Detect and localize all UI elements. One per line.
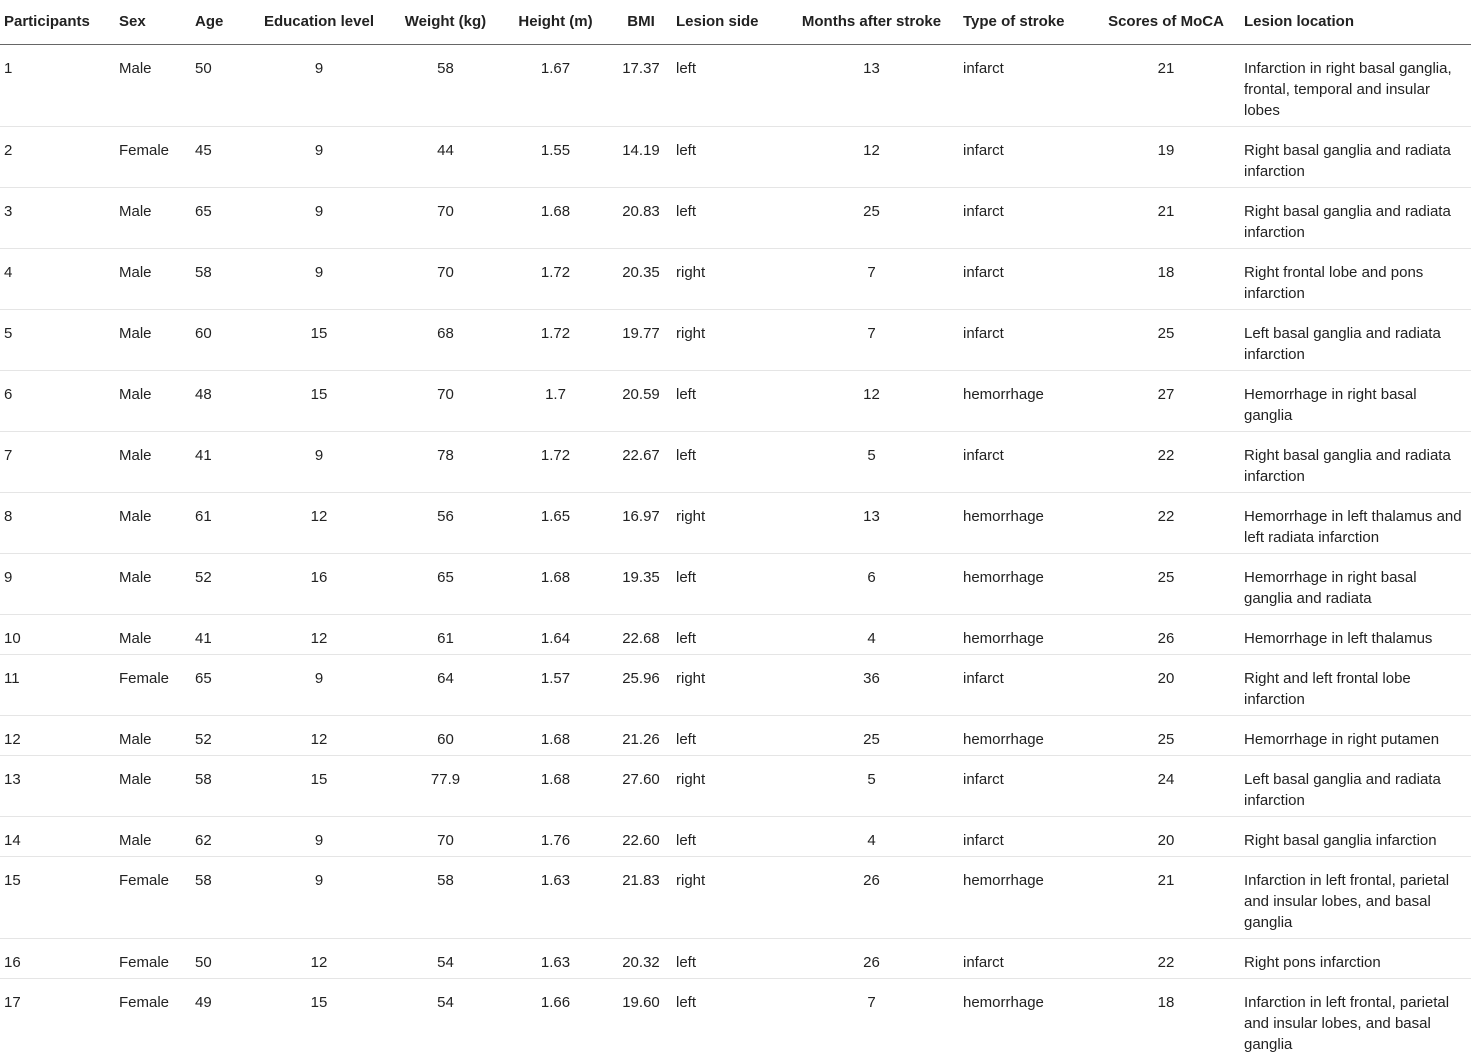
cell-lesion-location: Right basal ganglia and radiata infarction — [1244, 202, 1451, 241]
cell-lesion-side: left — [676, 568, 697, 586]
cell-weight: 70 — [437, 385, 454, 403]
cell-lesion-location: Right pons infarction — [1244, 953, 1381, 971]
cell-education-level: 15 — [310, 770, 328, 788]
cell-type-of-stroke: infarct — [963, 953, 1004, 971]
cell-moca-score: 24 — [1157, 770, 1175, 788]
cell-education-level: 9 — [314, 141, 324, 159]
cell-bmi: 19.77 — [622, 324, 660, 342]
cell-moca-score: 21 — [1157, 871, 1175, 889]
cell-months-after-stroke: 6 — [867, 568, 876, 586]
cell-type-of-stroke: infarct — [963, 59, 1004, 77]
cell-age: 52 — [195, 730, 212, 748]
cell-weight: 65 — [437, 568, 454, 586]
cell-sex: Male — [119, 507, 152, 525]
cell-weight: 58 — [437, 871, 454, 889]
table-row — [0, 816, 1471, 856]
cell-weight: 54 — [437, 993, 454, 1011]
cell-bmi: 25.96 — [622, 669, 660, 687]
cell-months-after-stroke: 7 — [867, 324, 876, 342]
cell-type-of-stroke: infarct — [963, 202, 1004, 220]
cell-weight: 58 — [437, 59, 454, 77]
cell-participant: 6 — [4, 385, 13, 403]
header-row — [0, 0, 1471, 44]
cell-type-of-stroke: infarct — [963, 324, 1004, 342]
cell-sex: Female — [119, 669, 170, 687]
cell-lesion-location: Right basal ganglia and radiata infarction — [1244, 446, 1451, 485]
cell-education-level: 9 — [314, 59, 324, 77]
cell-age: 58 — [195, 871, 212, 889]
cell-education-level: 9 — [314, 831, 324, 849]
cell-lesion-side: right — [676, 507, 706, 525]
table-row — [0, 553, 1471, 614]
cell-moca-score: 22 — [1157, 446, 1175, 464]
cell-height: 1.68 — [540, 568, 571, 586]
cell-age: 65 — [195, 202, 212, 220]
cell-lesion-location: Infarction in left frontal, parietal and insular lobes, and basal ganglia — [1244, 993, 1450, 1053]
cell-education-level: 9 — [314, 669, 324, 687]
cell-height: 1.63 — [540, 871, 571, 889]
cell-lesion-side: left — [676, 730, 697, 748]
col-participants: Participants — [0, 0, 115, 44]
cell-weight: 68 — [437, 324, 454, 342]
cell-sex: Male — [119, 770, 152, 788]
cell-weight: 70 — [437, 831, 454, 849]
col-education-level: Education level — [248, 0, 390, 44]
cell-lesion-location: Hemorrhage in right basal ganglia — [1244, 385, 1417, 424]
cell-type-of-stroke: infarct — [963, 831, 1004, 849]
cell-months-after-stroke: 5 — [867, 770, 876, 788]
cell-education-level: 12 — [310, 730, 328, 748]
cell-lesion-side: left — [676, 202, 697, 220]
cell-participant: 5 — [4, 324, 13, 342]
cell-participant: 15 — [4, 871, 21, 889]
cell-age: 61 — [195, 507, 212, 525]
cell-participant: 3 — [4, 202, 13, 220]
cell-lesion-location: Hemorrhage in right putamen — [1244, 730, 1440, 748]
col-bmi: BMI — [610, 0, 672, 44]
cell-moca-score: 20 — [1157, 669, 1175, 687]
cell-height: 1.68 — [540, 730, 571, 748]
col-age: Age — [191, 0, 248, 44]
cell-weight: 54 — [437, 953, 454, 971]
cell-type-of-stroke: infarct — [963, 141, 1004, 159]
cell-sex: Male — [119, 263, 152, 281]
cell-education-level: 9 — [314, 446, 324, 464]
cell-months-after-stroke: 13 — [863, 507, 880, 525]
cell-moca-score: 19 — [1157, 141, 1175, 159]
cell-bmi: 16.97 — [622, 507, 660, 525]
cell-months-after-stroke: 25 — [863, 202, 880, 220]
cell-sex: Male — [119, 629, 152, 647]
cell-participant: 7 — [4, 446, 13, 464]
cell-bmi: 22.68 — [622, 629, 660, 647]
cell-type-of-stroke: hemorrhage — [963, 730, 1044, 748]
cell-months-after-stroke: 4 — [867, 831, 876, 849]
cell-type-of-stroke: hemorrhage — [963, 871, 1044, 889]
table-row — [0, 978, 1471, 1060]
cell-months-after-stroke: 26 — [863, 871, 880, 889]
cell-months-after-stroke: 36 — [863, 669, 880, 687]
table-body — [0, 44, 1471, 1060]
cell-type-of-stroke: hemorrhage — [963, 568, 1044, 586]
cell-lesion-side: left — [676, 59, 697, 77]
cell-months-after-stroke: 5 — [867, 446, 876, 464]
cell-weight: 77.9 — [430, 770, 461, 788]
col-lesion-location: Lesion location — [1240, 0, 1471, 44]
cell-moca-score: 25 — [1157, 730, 1175, 748]
cell-height: 1.67 — [540, 59, 571, 77]
cell-lesion-location: Hemorrhage in left thalamus and left radiata infarction — [1244, 507, 1462, 546]
cell-lesion-side: right — [676, 669, 706, 687]
cell-height: 1.76 — [540, 831, 571, 849]
cell-lesion-location: Infarction in left frontal, parietal and insular lobes, and basal ganglia — [1244, 871, 1450, 931]
cell-age: 58 — [195, 263, 212, 281]
cell-age: 60 — [195, 324, 212, 342]
cell-age: 62 — [195, 831, 212, 849]
cell-education-level: 9 — [314, 871, 324, 889]
cell-height: 1.72 — [540, 324, 571, 342]
cell-sex: Male — [119, 568, 152, 586]
cell-height: 1.7 — [545, 385, 566, 403]
cell-participant: 10 — [4, 629, 21, 647]
col-weight: Weight (kg) — [390, 0, 501, 44]
cell-bmi: 14.19 — [622, 141, 660, 159]
table-row — [0, 614, 1471, 654]
col-moca-score: Scores of MoCA — [1092, 0, 1240, 44]
cell-education-level: 16 — [310, 568, 328, 586]
cell-education-level: 12 — [310, 507, 328, 525]
cell-moca-score: 18 — [1157, 263, 1175, 281]
table-row — [0, 44, 1471, 126]
cell-age: 48 — [195, 385, 212, 403]
cell-height: 1.64 — [540, 629, 571, 647]
cell-months-after-stroke: 13 — [863, 59, 880, 77]
cell-lesion-side: left — [676, 629, 697, 647]
cell-lesion-side: right — [676, 324, 706, 342]
cell-lesion-location: Right basal ganglia infarction — [1244, 831, 1437, 849]
cell-lesion-location: Infarction in right basal ganglia, frontal, temporal and insular lobes — [1244, 59, 1452, 119]
cell-lesion-side: right — [676, 871, 706, 889]
cell-lesion-location: Left basal ganglia and radiata infarction — [1244, 324, 1441, 363]
cell-lesion-side: left — [676, 141, 697, 159]
cell-weight: 44 — [437, 141, 454, 159]
table-row — [0, 715, 1471, 755]
cell-age: 52 — [195, 568, 212, 586]
cell-months-after-stroke: 7 — [867, 993, 876, 1011]
cell-sex: Male — [119, 730, 152, 748]
cell-moca-score: 22 — [1157, 953, 1175, 971]
cell-participant: 4 — [4, 263, 13, 281]
col-type-of-stroke: Type of stroke — [959, 0, 1092, 44]
cell-lesion-side: left — [676, 831, 697, 849]
cell-moca-score: 26 — [1157, 629, 1175, 647]
cell-months-after-stroke: 4 — [867, 629, 876, 647]
cell-participant: 12 — [4, 730, 21, 748]
table-row — [0, 187, 1471, 248]
cell-months-after-stroke: 12 — [863, 385, 880, 403]
cell-bmi: 19.60 — [622, 993, 660, 1011]
cell-sex: Male — [119, 831, 152, 849]
cell-lesion-side: right — [676, 770, 706, 788]
cell-participant: 8 — [4, 507, 13, 525]
cell-age: 45 — [195, 141, 212, 159]
cell-bmi: 27.60 — [622, 770, 660, 788]
cell-lesion-side: left — [676, 446, 697, 464]
cell-age: 50 — [195, 59, 212, 77]
cell-moca-score: 22 — [1157, 507, 1175, 525]
cell-weight: 64 — [437, 669, 454, 687]
cell-height: 1.57 — [540, 669, 571, 687]
cell-bmi: 20.35 — [622, 263, 660, 281]
cell-age: 50 — [195, 953, 212, 971]
cell-moca-score: 21 — [1157, 202, 1175, 220]
cell-lesion-side: left — [676, 953, 697, 971]
table-row — [0, 370, 1471, 431]
cell-type-of-stroke: hemorrhage — [963, 993, 1044, 1011]
cell-lesion-location: Hemorrhage in left thalamus — [1244, 629, 1433, 647]
cell-moca-score: 27 — [1157, 385, 1175, 403]
table-row — [0, 856, 1471, 938]
cell-bmi: 19.35 — [622, 568, 660, 586]
cell-sex: Female — [119, 953, 170, 971]
cell-height: 1.63 — [540, 953, 571, 971]
cell-sex: Female — [119, 993, 170, 1011]
cell-height: 1.72 — [540, 446, 571, 464]
cell-education-level: 15 — [310, 385, 328, 403]
cell-participant: 1 — [4, 59, 13, 77]
cell-type-of-stroke: infarct — [963, 446, 1004, 464]
cell-moca-score: 25 — [1157, 324, 1175, 342]
cell-bmi: 21.26 — [622, 730, 660, 748]
cell-lesion-location: Right frontal lobe and pons infarction — [1244, 263, 1424, 302]
table-row — [0, 755, 1471, 816]
col-height: Height (m) — [501, 0, 610, 44]
cell-weight: 61 — [437, 629, 454, 647]
cell-bmi: 20.32 — [622, 953, 660, 971]
cell-lesion-side: left — [676, 993, 697, 1011]
cell-height: 1.65 — [540, 507, 571, 525]
cell-age: 41 — [195, 446, 212, 464]
cell-moca-score: 25 — [1157, 568, 1175, 586]
cell-weight: 70 — [437, 263, 454, 281]
cell-height: 1.55 — [540, 141, 571, 159]
table-row — [0, 248, 1471, 309]
cell-type-of-stroke: hemorrhage — [963, 629, 1044, 647]
cell-bmi: 22.60 — [622, 831, 660, 849]
table-row — [0, 938, 1471, 978]
cell-participant: 11 — [4, 669, 20, 687]
cell-lesion-location: Right basal ganglia and radiata infarction — [1244, 141, 1451, 180]
cell-age: 65 — [195, 669, 212, 687]
cell-type-of-stroke: infarct — [963, 770, 1004, 788]
cell-age: 49 — [195, 993, 212, 1011]
cell-height: 1.66 — [540, 993, 571, 1011]
col-lesion-side: Lesion side — [672, 0, 784, 44]
cell-education-level: 15 — [310, 993, 328, 1011]
col-sex: Sex — [115, 0, 191, 44]
cell-weight: 60 — [437, 730, 454, 748]
cell-age: 41 — [195, 629, 212, 647]
cell-height: 1.68 — [540, 770, 571, 788]
cell-weight: 56 — [437, 507, 454, 525]
cell-sex: Male — [119, 202, 152, 220]
cell-moca-score: 21 — [1157, 59, 1175, 77]
cell-sex: Female — [119, 141, 170, 159]
cell-type-of-stroke: hemorrhage — [963, 507, 1044, 525]
cell-bmi: 20.59 — [622, 385, 660, 403]
cell-months-after-stroke: 26 — [863, 953, 880, 971]
cell-sex: Male — [119, 385, 152, 403]
cell-participant: 17 — [4, 993, 21, 1011]
cell-lesion-location: Left basal ganglia and radiata infarction — [1244, 770, 1441, 809]
cell-type-of-stroke: hemorrhage — [963, 385, 1044, 403]
cell-months-after-stroke: 7 — [867, 263, 876, 281]
table-row — [0, 431, 1471, 492]
col-months-after-stroke: Months after stroke — [784, 0, 959, 44]
cell-bmi: 22.67 — [622, 446, 660, 464]
cell-education-level: 12 — [310, 953, 328, 971]
cell-sex: Male — [119, 324, 152, 342]
cell-participant: 9 — [4, 568, 13, 586]
table-row — [0, 654, 1471, 715]
cell-bmi: 17.37 — [622, 59, 660, 77]
cell-moca-score: 20 — [1157, 831, 1175, 849]
cell-bmi: 21.83 — [622, 871, 660, 889]
cell-moca-score: 18 — [1157, 993, 1175, 1011]
cell-lesion-location: Right and left frontal lobe infarction — [1244, 669, 1411, 708]
cell-type-of-stroke: infarct — [963, 263, 1004, 281]
cell-participant: 13 — [4, 770, 21, 788]
cell-lesion-location: Hemorrhage in right basal ganglia and radiata — [1244, 568, 1417, 607]
cell-weight: 78 — [437, 446, 454, 464]
cell-education-level: 15 — [310, 324, 328, 342]
cell-participant: 14 — [4, 831, 21, 849]
cell-type-of-stroke: infarct — [963, 669, 1004, 687]
cell-education-level: 9 — [314, 202, 324, 220]
cell-months-after-stroke: 25 — [863, 730, 880, 748]
cell-education-level: 12 — [310, 629, 328, 647]
cell-sex: Male — [119, 59, 152, 77]
table-row — [0, 492, 1471, 553]
cell-education-level: 9 — [314, 263, 324, 281]
cell-months-after-stroke: 12 — [863, 141, 880, 159]
cell-sex: Male — [119, 446, 152, 464]
cell-age: 58 — [195, 770, 212, 788]
cell-height: 1.68 — [540, 202, 571, 220]
cell-sex: Female — [119, 871, 170, 889]
cell-height: 1.72 — [540, 263, 571, 281]
cell-bmi: 20.83 — [622, 202, 660, 220]
cell-participant: 16 — [4, 953, 21, 971]
cell-lesion-side: left — [676, 385, 697, 403]
table-row — [0, 126, 1471, 187]
cell-weight: 70 — [437, 202, 454, 220]
cell-participant: 2 — [4, 141, 13, 159]
table-row — [0, 309, 1471, 370]
cell-lesion-side: right — [676, 263, 706, 281]
